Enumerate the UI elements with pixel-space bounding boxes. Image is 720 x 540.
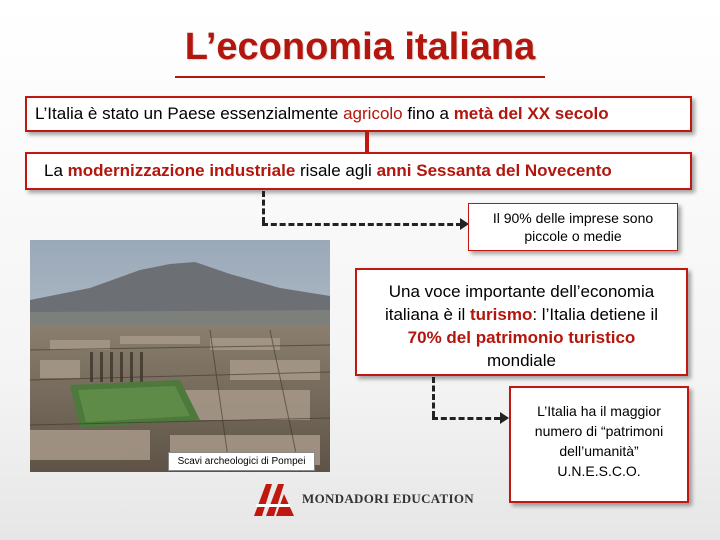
dashed-connector-vertical	[262, 191, 265, 223]
publisher-name: MONDADORI EDUCATION	[302, 491, 474, 506]
dashed-connector-vertical-2	[432, 377, 435, 417]
dashed-connector-horizontal	[262, 223, 462, 226]
box1-highlight-agricolo: agricolo	[343, 104, 403, 123]
box2-text-mid: risale agli	[295, 161, 377, 180]
box4-line2a: italiana è il	[384, 305, 471, 324]
box-connector	[365, 132, 369, 154]
box1-text-mid: fino a	[402, 104, 454, 123]
box4-line1: Una voce importante dell’economia	[388, 282, 655, 301]
agriculture-box	[25, 96, 692, 132]
pompeii-photo	[30, 240, 330, 472]
arrow-right-icon-2	[500, 412, 509, 424]
box4-line2b: : l’Italia detiene il	[532, 305, 659, 324]
box1-text-pre: L’Italia è stato un Paese essenzialmente	[35, 104, 344, 123]
box5-line2: numero di “patrimoni	[534, 423, 664, 439]
photo-caption: Scavi archeologici di Pompei	[168, 452, 315, 471]
box5-line3: dell’umanità”	[559, 443, 639, 459]
box4-highlight-turismo: turismo	[470, 305, 533, 324]
box2-highlight-modernization: modernizzazione industriale	[67, 161, 296, 180]
box4-highlight-percent: 70% del patrimonio turistico	[407, 328, 636, 347]
box2-text-pre: La	[44, 161, 68, 180]
slide-title: L’economia italiana	[184, 26, 536, 68]
publisher-logo	[252, 480, 492, 520]
dashed-connector-horizontal-2	[432, 417, 500, 420]
box5-line4: U.N.E.S.C.O.	[557, 463, 641, 479]
box3-line2: piccole o medie	[524, 228, 622, 244]
mondadori-mark-icon	[252, 480, 296, 518]
box4-line2	[357, 303, 686, 326]
unesco-box	[509, 386, 689, 503]
box4-line4: mondiale	[487, 351, 556, 370]
enterprises-box	[468, 203, 678, 251]
box5-line1: L’Italia ha il maggior	[537, 403, 661, 419]
title-underline	[175, 76, 545, 78]
box3-line1: Il 90% delle imprese sono	[492, 210, 654, 226]
tourism-box	[355, 268, 688, 376]
box1-highlight-period: metà del XX secolo	[453, 104, 609, 123]
box2-highlight-sixties: anni Sessanta del Novecento	[376, 161, 612, 180]
industrialization-box	[25, 152, 692, 190]
